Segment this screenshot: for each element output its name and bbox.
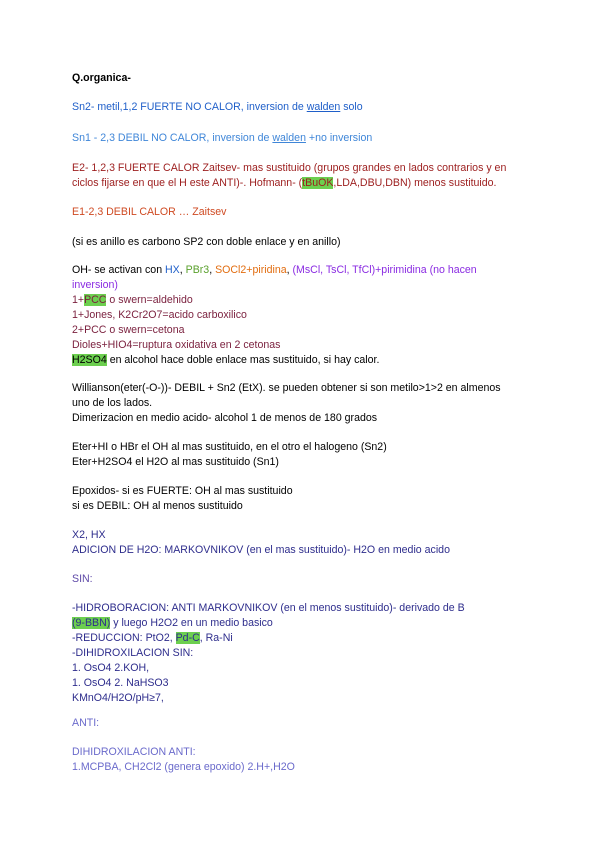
e2-line-1: E2- 1,2,3 FUERTE CALOR Zaitsev- mas sustituido (grupos grandes en lados contrarios y en: [72, 162, 507, 174]
sn1-line: [72, 131, 372, 146]
jones-line: 1+Jones, K2Cr2O7=acido carboxilico: [72, 309, 247, 321]
h2so4-rest: en alcohol hace doble enlace mas sustituido, si hay calor.: [106, 354, 380, 366]
bbn-line: [72, 616, 273, 631]
sn2-text: Sn2- metil,1,2 FUERTE NO CALOR, inversion de: [72, 101, 307, 113]
oso4-nahso3-line: 1. OsO4 2. NaHSO3: [72, 677, 169, 689]
oh-activation-line: [72, 263, 477, 278]
walden-link-sn1: walden: [272, 132, 306, 144]
pdc-highlight: Pd-C: [175, 632, 200, 644]
sn2-line: [72, 100, 363, 115]
sn2-suffix: solo: [340, 101, 363, 113]
epoxidos-fuerte-line: Epoxidos- si es FUERTE: OH al mas sustituido: [72, 485, 293, 497]
tbuok-highlight: tBuOK: [302, 177, 334, 189]
dioles-line: Dioles+HIO4=ruptura oxidativa en 2 cetonas: [72, 339, 281, 351]
sep-2: ,: [209, 264, 216, 276]
sin-heading: SIN:: [72, 573, 93, 585]
dihidroxilacion-anti-line: DIHIDROXILACION ANTI:: [72, 746, 196, 758]
pcc-num: 1+: [72, 294, 85, 306]
anillo-note: (si es anillo es carbono SP2 con doble enlace y en anillo): [72, 236, 341, 248]
mcpba-line: 1.MCPBA, CH2Cl2 (genera epoxido) 2.H+,H2O: [72, 761, 295, 773]
eter-h2so4-line: Eter+H2SO4 el H2O al mas sustituido (Sn1): [72, 456, 279, 468]
pcc-line: [72, 293, 193, 308]
sep-3: ,: [286, 264, 293, 276]
pbr3-reagent: PBr3: [185, 264, 210, 276]
pcc-rest: o swern=aldehido: [106, 294, 193, 306]
oso4-koh-line: 1. OsO4 2.KOH,: [72, 662, 150, 674]
e2-text: ciclos fijarse en que el H este ANTI)-. Hofmann- (: [72, 177, 303, 189]
anti-heading: ANTI:: [72, 717, 100, 729]
reduccion-line: [72, 631, 233, 646]
reduccion-suffix: , Ra-Ni: [199, 632, 233, 644]
hx-reagent: HX: [165, 264, 180, 276]
e2-line-2: [72, 176, 497, 191]
eter-hi-line: Eter+HI o HBr el OH al mas sustituido, en el otro el halogeno (Sn2): [72, 441, 387, 453]
adicion-h2o-line: ADICION DE H2O: MARKOVNIKOV (en el mas sustituido)- H2O en medio acido: [72, 544, 450, 556]
sn1-text: Sn1 - 2,3 DEBIL NO CALOR, inversion de: [72, 132, 273, 144]
walden-link-sn2: walden: [306, 101, 341, 113]
bbn-highlight: (9-BBN): [72, 617, 111, 629]
epoxidos-debil-line: si es DEBIL: OH al menos sustituido: [72, 500, 243, 512]
hidroboracion-line: -HIDROBORACION: ANTI MARKOVNIKOV (en el menos sustituido)- derivado de B: [72, 602, 465, 614]
socl2-reagent: SOCl2+piridina: [215, 264, 287, 276]
oh-prefix: OH- se activan con: [72, 264, 166, 276]
kmno4-line: KMnO4/H2O/pH≥7,: [72, 692, 164, 704]
williamson-line-1: Willianson(eter(-O-))- DEBIL + Sn2 (EtX). se pueden obtener si son metilo>1>2 en almenos: [72, 382, 501, 394]
sulfonyl-reagents: (MsCl, TsCl, TfCl)+pirimidina (no hacen: [292, 264, 477, 276]
bbn-rest: y luego H2O2 en un medio basico: [110, 617, 273, 629]
page-title: Q.organica-: [72, 72, 131, 84]
e1-line: E1-2,3 DEBIL CALOR … Zaitsev: [72, 206, 227, 218]
reduccion-text: -REDUCCION: PtO2,: [72, 632, 176, 644]
williamson-line-2: uno de los lados.: [72, 397, 153, 409]
e2-suffix: ,LDA,DBU,DBN) menos sustituido.: [333, 177, 497, 189]
pcc2-line: 2+PCC o swern=cetona: [72, 324, 185, 336]
sep-1: ,: [179, 264, 186, 276]
oh-inversion-note: inversion): [72, 279, 118, 291]
h2so4-line: [72, 353, 379, 368]
pcc-highlight: PCC: [84, 294, 107, 306]
dihidroxilacion-sin-line: -DIHIDROXILACION SIN:: [72, 647, 194, 659]
h2so4-highlight: H2SO4: [72, 354, 107, 366]
sn1-suffix: +no inversion: [305, 132, 373, 144]
x2-hx-line: X2, HX: [72, 529, 106, 541]
dimerizacion-line: Dimerizacion en medio acido- alcohol 1 de menos de 180 grados: [72, 412, 378, 424]
